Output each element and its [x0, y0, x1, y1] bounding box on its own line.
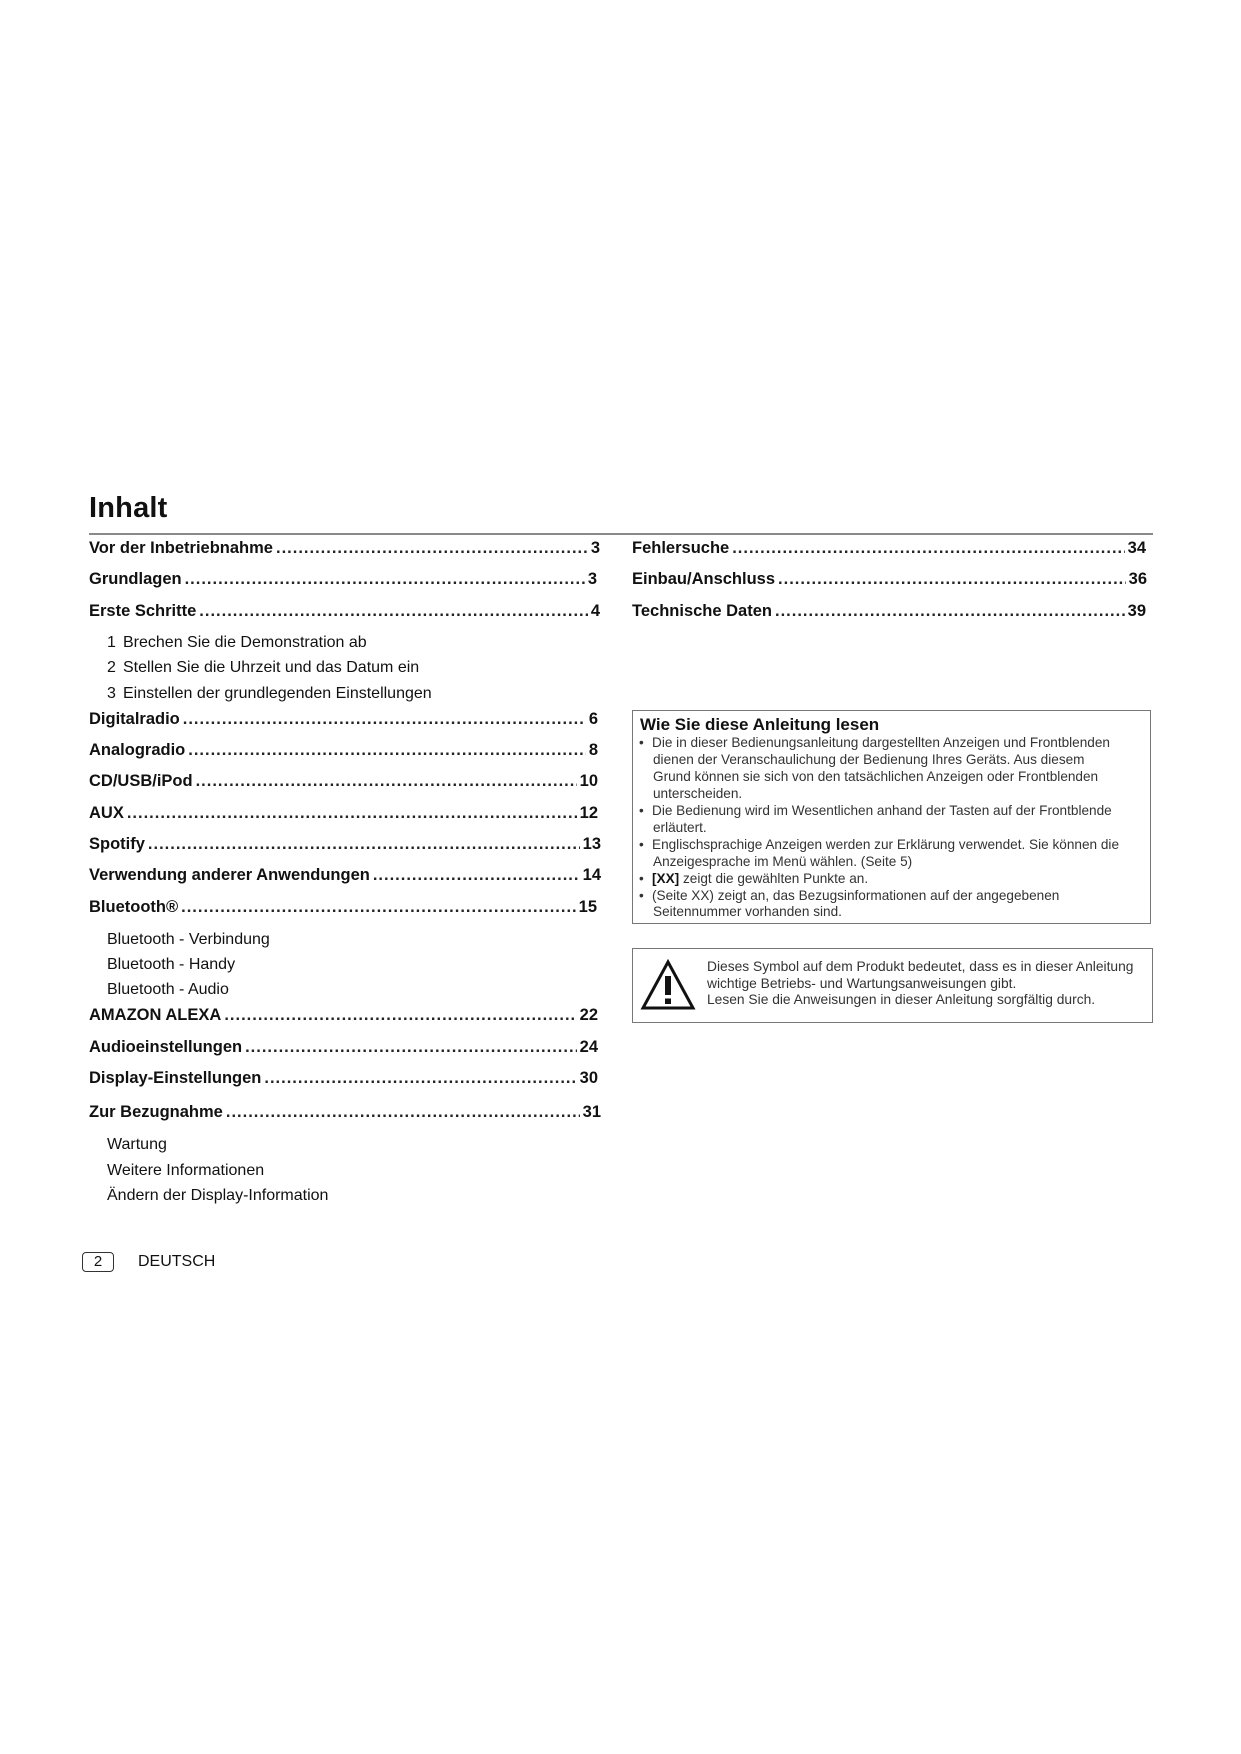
toc-entry-label: Spotify	[89, 835, 145, 853]
toc-entry-label: Audioeinstellungen	[89, 1038, 243, 1056]
toc-entry-page: 31	[582, 1103, 601, 1121]
toc-entry-page: 8	[588, 741, 598, 759]
toc-entry-page: 3	[587, 570, 597, 588]
toc-entry-label: AUX	[89, 804, 124, 822]
toc-subentry[interactable]: Bluetooth - Handy	[107, 956, 236, 973]
toc-entry-page: 4	[590, 602, 600, 620]
toc-entry[interactable]	[632, 539, 1146, 561]
toc-entry-page: 36	[1128, 570, 1147, 588]
how-to-read-title: Wie Sie diese Anleitung lesen	[640, 715, 880, 734]
toc-entry-page: 14	[582, 866, 601, 884]
toc-entry-page: 3	[590, 539, 600, 557]
toc-entry-label: Einbau/Anschluss	[632, 570, 776, 588]
toc-entry-page: 12	[579, 804, 598, 822]
toc-subentry[interactable]: Ändern der Display-Information	[107, 1187, 329, 1204]
toc-entry[interactable]	[89, 898, 597, 920]
footer-language: DEUTSCH	[138, 1253, 216, 1270]
toc-entry-label: Digitalradio	[89, 710, 180, 728]
page-title: Inhalt	[89, 492, 168, 524]
toc-entry[interactable]	[89, 866, 601, 888]
toc-entry-page: 15	[578, 898, 597, 916]
toc-entry[interactable]	[89, 1038, 598, 1060]
toc-entry-label: Analogradio	[89, 741, 186, 759]
how-to-read-box: Wie Sie diese Anleitung lesen • Die in dieser Bedienungsanleitung dargestellten Anzeigen und Frontblenden dienen der Veranschaulichung der Bedienung Ihres Geräts. Aus diesem Grund können sie sich von den tatsächlichen Anzeigen oder Frontblenden unterscheiden. • Die Bedienung wird im Wesentlichen anhand der Tasten auf der Frontblende erläutert. • Englischsprachige Anzeigen werden zur Erklärung verwendet. Sie können die Anzeigesprache im Menü wählen. (Seite 5) • [XX] zeigt die gewählten Punkte an. • (Seite XX) zeigt an, das Bezugsinformationen auf der angegebenen Seitennummer vorhanden sind.	[632, 710, 1151, 924]
warning-text-line: Dieses Symbol auf dem Produkt bedeutet, dass es in dieser Anleitung	[707, 959, 1134, 974]
toc-entry-label: Grundlagen	[89, 570, 182, 588]
toc-subentry[interactable]: Weitere Informationen	[107, 1162, 265, 1179]
note-bullet: • Die in dieser Bedienungsanleitung dargestellten Anzeigen und Frontblenden	[639, 735, 1110, 750]
toc-entry-label: Verwendung anderer Anwendungen	[89, 866, 370, 884]
toc-entry-page: 24	[579, 1038, 598, 1056]
toc-subentry[interactable]: 3 Einstellen der grundlegenden Einstellungen	[107, 685, 432, 702]
toc-entry-page: 39	[1127, 602, 1146, 620]
toc-entry-page: 13	[582, 835, 601, 853]
toc-entry[interactable]	[89, 570, 597, 592]
toc-entry[interactable]	[89, 804, 598, 826]
toc-subentry[interactable]: Bluetooth - Verbindung	[107, 931, 270, 948]
warning-box	[632, 948, 1153, 1023]
toc-entry-label: Fehlersuche	[632, 539, 730, 557]
toc-entry-label: Vor der Inbetriebnahme	[89, 539, 273, 557]
toc-subentry[interactable]: 2 Stellen Sie die Uhrzeit und das Datum ein	[107, 659, 420, 676]
note-bullet: • [XX] zeigt die gewählten Punkte an.	[639, 871, 869, 886]
toc-entry[interactable]	[89, 772, 598, 794]
toc-entry-page: 10	[579, 772, 598, 790]
toc-entry[interactable]	[89, 835, 601, 857]
toc-entry-label: Display-Einstellungen	[89, 1069, 262, 1087]
toc-entry-label: AMAZON ALEXA	[89, 1006, 222, 1024]
toc-entry[interactable]	[89, 1069, 598, 1091]
toc-entry[interactable]	[89, 602, 600, 624]
warning-text-line: Lesen Sie die Anweisungen in dieser Anleitung sorgfältig durch.	[707, 992, 1096, 1007]
toc-entry-label: Technische Daten	[632, 602, 772, 620]
toc-entry[interactable]	[89, 1006, 598, 1028]
toc-entry[interactable]	[89, 539, 600, 561]
toc-subentry[interactable]: 1 Brechen Sie die Demonstration ab	[107, 634, 367, 651]
toc-entry[interactable]	[632, 570, 1147, 592]
toc-subentry[interactable]: Wartung	[107, 1136, 167, 1153]
toc-entry[interactable]	[89, 741, 598, 763]
toc-entry[interactable]	[89, 1103, 601, 1125]
toc-entry-label: Bluetooth®	[89, 898, 179, 916]
toc-entry-label: Zur Bezugnahme	[89, 1103, 223, 1121]
warning-text-line: wichtige Betriebs- und Wartungsanweisungen gibt.	[707, 976, 1017, 991]
note-bullet: • Die Bedienung wird im Wesentlichen anhand der Tasten auf der Frontblende	[639, 803, 1112, 818]
toc-entry-page: 22	[579, 1006, 598, 1024]
note-bullet: • (Seite XX) zeigt an, das Bezugsinformationen auf der angegebenen	[639, 888, 1060, 903]
warning-triangle-icon	[640, 959, 696, 1011]
page-number: 2	[82, 1252, 114, 1272]
toc-entry-page: 30	[579, 1069, 598, 1087]
toc-entry[interactable]	[632, 602, 1146, 624]
toc-entry[interactable]	[89, 710, 598, 732]
note-bullet: • Englischsprachige Anzeigen werden zur Erklärung verwendet. Sie können die	[639, 837, 1119, 852]
toc-entry-page: 34	[1127, 539, 1146, 557]
title-divider	[89, 533, 1153, 535]
toc-entry-label: CD/USB/iPod	[89, 772, 193, 790]
toc-subentry[interactable]: Bluetooth - Audio	[107, 981, 229, 998]
toc-entry-page: 6	[588, 710, 598, 728]
toc-entry-label: Erste Schritte	[89, 602, 197, 620]
